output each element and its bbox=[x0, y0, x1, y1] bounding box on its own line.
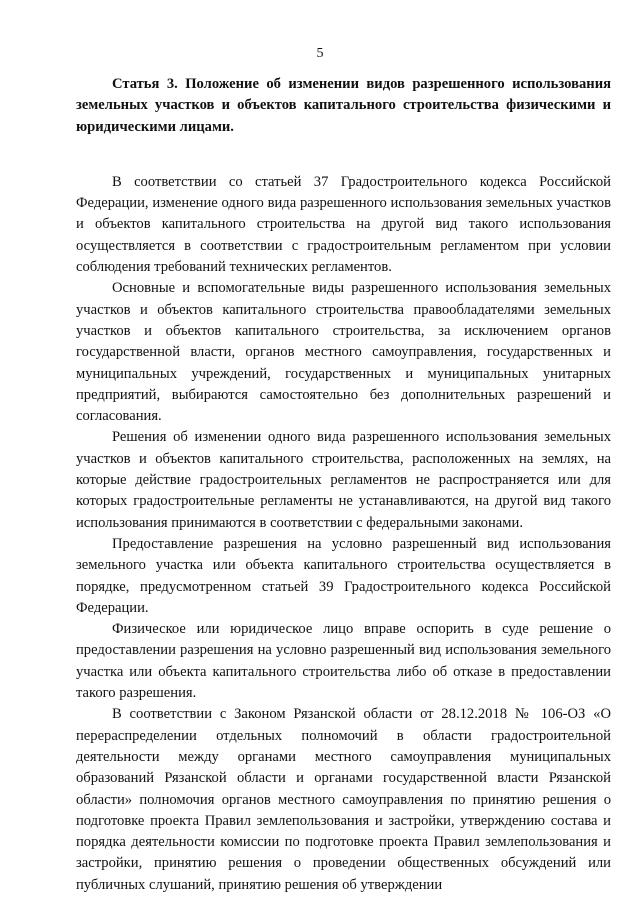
paragraph: Предоставление разрешения на условно разрешенный вид использования земельного участка или объекта капитального строительства осуществляется в порядке, предусмотренном статьей 39 Градостроительного кодекса Российской Федерации. bbox=[76, 535, 611, 616]
article-heading: Статья 3. Положение об изменении видов разрешенного использования земельных участков и объектов капитального строительства физическими и юридическими лицами. bbox=[76, 76, 611, 135]
paragraph: Физическое или юридическое лицо вправе оспорить в суде решение о предоставлении разрешения на условно разрешенный вид использования земельного участка или объекта капитального строительства либо об отказе в предоставлении такого разрешения. bbox=[76, 621, 611, 702]
page-number: 5 bbox=[316, 46, 324, 61]
paragraph: Решения об изменении одного вида разрешенного использования земельных участков и объектов капитального строительства, расположенных на землях, на которые действие градостроительных регламентов не распространяется или для которых градостроительные регламенты не устанавливаются, на другой вид такого использования принимаются в соответствии с федеральными законами. bbox=[76, 429, 611, 531]
paragraph: Основные и вспомогательные виды разрешенного использования земельных участков и объектов капитального строительства правообладателями земельных участков и объектов капитального строительства, за исключением органов государственной власти, органов местного самоуправления, государственных и муниципальных учреждений, государственных и муниципальных унитарных предприятий, выбираются самостоятельно без дополнительных разрешений и согласования. bbox=[76, 280, 611, 425]
page-content bbox=[76, 74, 611, 896]
paragraph: В соответствии с Законом Рязанской области от 28.12.2018 № 106-ОЗ «О перераспределении отдельных полномочий в области градостроительной деятельности между органами местного самоуправления муниципальных образований Рязанской области и органами государственной власти Рязанской области» полномочия органов местного самоуправления по принятию решения о подготовке проекта Правил землепользования и застройки, утверждению состава и порядка деятельности комиссии по подготовке проекта Правил землепользования и застройки, принятию решения о проведении общественных обсуждений или публичных слушаний, принятию решения об утверждении bbox=[76, 706, 611, 893]
paragraph: В соответствии со статьей 37 Градостроительного кодекса Российской Федерации, изменение одного вида разрешенного использования земельных участков и объектов капитального строительства на другой вид такого использования осуществляется в соответствии с градостроительным регламентом при условии соблюдения требований технических регламентов. bbox=[76, 173, 611, 276]
